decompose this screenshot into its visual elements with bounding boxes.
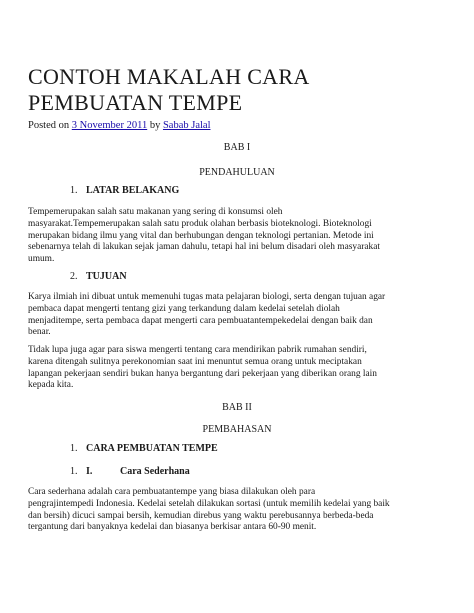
paragraph-latar-belakang <box>28 207 446 266</box>
text-line: Cara sederhana adalah cara pembuatantempe yang biasa dilakukan oleh para <box>28 487 316 497</box>
text-line: dan bersih) dicuci sampai bersih, kemudian direbus yang waktu perebusannya berbeda-beda <box>28 510 374 521</box>
text-line: kepada kita. <box>28 380 74 391</box>
subsection-number: 1. <box>70 466 78 477</box>
text-line: Tempemerupakan salah satu makanan yang sering di konsumsi oleh <box>28 207 283 217</box>
subsection-roman-text: I. <box>86 466 93 477</box>
text-line: Tidak lupa juga agar para siswa mengerti tentang cara mendirikan pabrik rumahan sendiri, <box>28 345 367 355</box>
text-line: sebenarnya telah di lakukan sejak jaman dahulu, tetapi hal ini belum disadari oleh masyarakat <box>28 242 380 253</box>
text-line: benar. <box>28 327 51 338</box>
text-line: pembaca dapat mengerti tentang gizi yang terkandung dalam kedelai setelah diolah <box>28 303 340 314</box>
post-meta <box>28 120 210 131</box>
text-line: lapangan pekerjaan sendiri bukan hanya bergantung dari pekerjaan yang diberikan orang lain <box>28 368 377 379</box>
section-label-text: LATAR BELAKANG <box>86 185 180 196</box>
post-date-link[interactable]: 3 November 2011 <box>71 120 148 131</box>
section-label-latar-belakang <box>86 185 179 196</box>
text-line: masyarakat.Tempemerupakan salah satu produk olahan berbasis bioteknologi. Bioteknologi <box>28 218 372 229</box>
text-line: pengrajintempedi Indonesia. Kedelai setelah dilakukan sortasi (untuk memilih kedelai yang baik <box>28 498 390 509</box>
bab1-heading: BAB I <box>223 142 251 153</box>
section-label-tujuan <box>86 271 127 282</box>
subsection-label-cara-sederhana <box>120 466 190 477</box>
bab2-heading: BAB II <box>222 402 252 413</box>
section-number: 2. <box>70 271 78 282</box>
text-line: tergantung dari banyaknya kedelai dan biasanya berkisar antara 60-90 menit. <box>28 522 317 533</box>
subsection-roman <box>86 466 92 477</box>
text-line: menjaditempe, serta pembaca dapat mengerti cara pembuatantempekedelai dengan baik dan <box>28 315 373 326</box>
text-line: Karya ilmiah ini dibuat untuk memenuhi tugas mata pelajaran biologi, serta dengan tujuan agar <box>28 292 386 302</box>
bab1-subheading: PENDAHULUAN <box>199 167 275 178</box>
posted-prefix: Posted on <box>28 120 70 131</box>
paragraph-tujuan <box>28 292 446 339</box>
page-title: CONTOH MAKALAH CARA PEMBUATAN TEMPE <box>28 64 309 115</box>
section-label-text: CARA PEMBUATAN TEMPE <box>86 443 218 454</box>
bab2-subheading: PEMBAHASAN <box>202 424 272 435</box>
section-label-cara-pembuatan <box>86 443 218 454</box>
section-number: 1. <box>70 443 78 454</box>
text-line: umum. <box>28 254 55 265</box>
posted-by: by <box>149 120 161 131</box>
section-number: 1. <box>70 185 78 196</box>
paragraph-tujuan-2 <box>28 345 446 392</box>
text-line: karena ditengah sulitnya perekonomian saat ini menuntut semua orang untuk meciptakan <box>28 356 362 367</box>
section-label-text: TUJUAN <box>86 271 127 282</box>
author-link[interactable]: Sabab Jalal <box>162 120 211 131</box>
subsection-label-text: Cara Sederhana <box>120 466 190 477</box>
paragraph-cara-sederhana <box>28 487 446 534</box>
text-line: merupakan bidang ilmu yang vital dan berhubungan dengan teknologi pertanian. Metode ini <box>28 230 374 241</box>
